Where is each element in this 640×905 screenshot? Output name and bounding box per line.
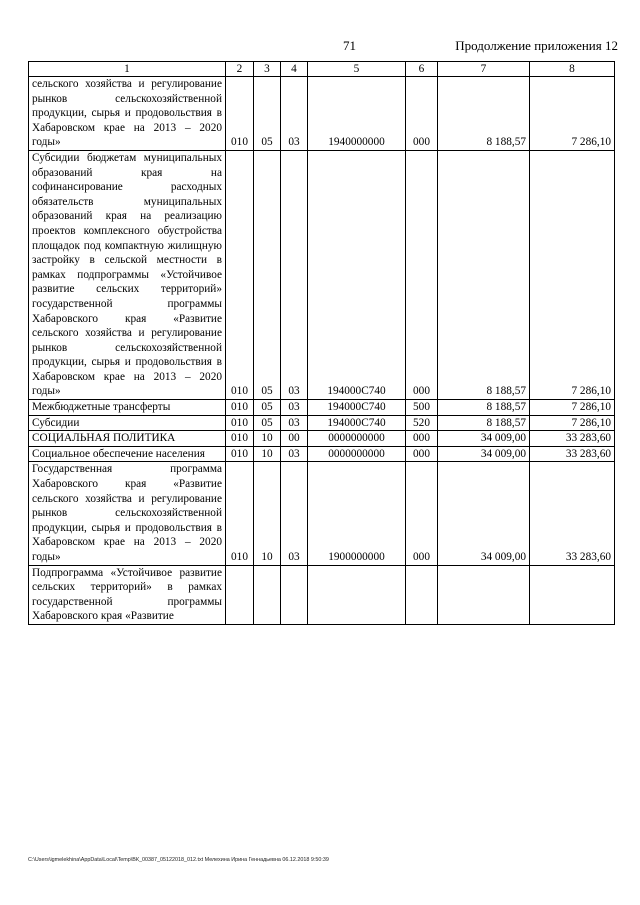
section-code-cell: 05 xyxy=(254,77,281,151)
row-name-cell: Субсидии xyxy=(29,415,226,431)
amount-planned-cell: 8 188,57 xyxy=(438,415,530,431)
row-name-cell: Субсидии бюджетам муниципальных образований края на софинансирование расходных обязательств муниципальных образований края на реализацию проектов комплексного обустройства площадок под компактную жилищную застройку в сельской местности в рамках подпрограммы «Устойчивое развитие сельских территорий» государственной программы Хабаровского края «Развитие сельского хозяйства и регулирование рынков сельскохозяйственной продукции, сырья и продовольствия в Хабаровском крае на 2013 – 2020 годы» xyxy=(29,150,226,399)
subsection-code-cell: 03 xyxy=(281,400,308,416)
column-header: 3 xyxy=(254,62,281,77)
table-row xyxy=(29,462,615,565)
row-name-cell: Межбюджетные трансферты xyxy=(29,400,226,416)
subsection-code-cell: 03 xyxy=(281,462,308,565)
expense-type-cell: 000 xyxy=(406,431,438,447)
section-code-cell: 10 xyxy=(254,462,281,565)
column-header: 5 xyxy=(308,62,406,77)
table-row xyxy=(29,77,615,151)
table-row xyxy=(29,565,615,624)
amount-executed-cell: 7 286,10 xyxy=(530,400,615,416)
table-row xyxy=(29,415,615,431)
row-name-cell: Социальное обеспечение населения xyxy=(29,446,226,462)
target-article-cell: 194000С740 xyxy=(308,150,406,399)
ministry-code-cell: 010 xyxy=(226,77,254,151)
table-row xyxy=(29,150,615,399)
amount-executed-cell: 33 283,60 xyxy=(530,462,615,565)
column-header: 7 xyxy=(438,62,530,77)
section-code-cell xyxy=(254,565,281,624)
amount-planned-cell: 34 009,00 xyxy=(438,446,530,462)
amount-executed-cell: 33 283,60 xyxy=(530,431,615,447)
subsection-code-cell: 03 xyxy=(281,415,308,431)
row-name-cell: Подпрограмма «Устойчивое развитие сельских территорий» в рамках государственной программы Хабаровского края «Развитие xyxy=(29,565,226,624)
subsection-code-cell xyxy=(281,565,308,624)
ministry-code-cell: 010 xyxy=(226,462,254,565)
subsection-code-cell: 03 xyxy=(281,150,308,399)
amount-planned-cell: 34 009,00 xyxy=(438,462,530,565)
expense-type-cell: 000 xyxy=(406,446,438,462)
subsection-code-cell: 03 xyxy=(281,77,308,151)
target-article-cell: 194000С740 xyxy=(308,400,406,416)
section-code-cell: 05 xyxy=(254,150,281,399)
section-code-cell: 05 xyxy=(254,400,281,416)
target-article-cell: 0000000000 xyxy=(308,446,406,462)
target-article-cell: 1900000000 xyxy=(308,462,406,565)
ministry-code-cell xyxy=(226,565,254,624)
budget-table xyxy=(28,61,615,625)
amount-executed-cell xyxy=(530,565,615,624)
column-header: 6 xyxy=(406,62,438,77)
target-article-cell xyxy=(308,565,406,624)
expense-type-cell xyxy=(406,565,438,624)
amount-executed-cell: 7 286,10 xyxy=(530,150,615,399)
ministry-code-cell: 010 xyxy=(226,446,254,462)
amount-planned-cell: 8 188,57 xyxy=(438,400,530,416)
table-row xyxy=(29,431,615,447)
amount-planned-cell: 8 188,57 xyxy=(438,77,530,151)
expense-type-cell: 520 xyxy=(406,415,438,431)
appendix-continuation-label: Продолжение приложения 12 xyxy=(455,38,618,53)
footer-file-path: C:\Users\igmelekhina\AppData\Local\Temp\ВК_00387_05122018_012.txt Мелехина Ирина Геннадьевна 06.12.2018 9:50:39 xyxy=(28,857,329,863)
target-article-cell: 0000000000 xyxy=(308,431,406,447)
table-row xyxy=(29,446,615,462)
table-row xyxy=(29,400,615,416)
page-number: 71 xyxy=(343,38,356,53)
target-article-cell: 194000С740 xyxy=(308,415,406,431)
row-name-cell: сельского хозяйства и регулирование рынков сельскохозяйственной продукции, сырья и продовольствия в Хабаровском крае на 2013 – 2020 годы» xyxy=(29,77,226,151)
ministry-code-cell: 010 xyxy=(226,431,254,447)
subsection-code-cell: 03 xyxy=(281,446,308,462)
expense-type-cell: 500 xyxy=(406,400,438,416)
column-header: 1 xyxy=(29,62,226,77)
amount-planned-cell: 8 188,57 xyxy=(438,150,530,399)
section-code-cell: 05 xyxy=(254,415,281,431)
target-article-cell: 1940000000 xyxy=(308,77,406,151)
column-header: 8 xyxy=(530,62,615,77)
ministry-code-cell: 010 xyxy=(226,415,254,431)
ministry-code-cell: 010 xyxy=(226,400,254,416)
row-name-cell: Государственная программа Хабаровского края «Развитие сельского хозяйства и регулирование рынков сельскохозяйственной продукции, сырья и продовольствия в Хабаровском крае на 2013 – 2020 годы» xyxy=(29,462,226,565)
amount-executed-cell: 7 286,10 xyxy=(530,415,615,431)
column-header: 2 xyxy=(226,62,254,77)
section-code-cell: 10 xyxy=(254,446,281,462)
ministry-code-cell: 010 xyxy=(226,150,254,399)
section-code-cell: 10 xyxy=(254,431,281,447)
amount-planned-cell: 34 009,00 xyxy=(438,431,530,447)
amount-executed-cell: 33 283,60 xyxy=(530,446,615,462)
amount-planned-cell xyxy=(438,565,530,624)
expense-type-cell: 000 xyxy=(406,462,438,565)
expense-type-cell: 000 xyxy=(406,77,438,151)
amount-executed-cell: 7 286,10 xyxy=(530,77,615,151)
column-number-row xyxy=(29,62,615,77)
expense-type-cell: 000 xyxy=(406,150,438,399)
column-header: 4 xyxy=(281,62,308,77)
subsection-code-cell: 00 xyxy=(281,431,308,447)
row-name-cell: СОЦИАЛЬНАЯ ПОЛИТИКА xyxy=(29,431,226,447)
